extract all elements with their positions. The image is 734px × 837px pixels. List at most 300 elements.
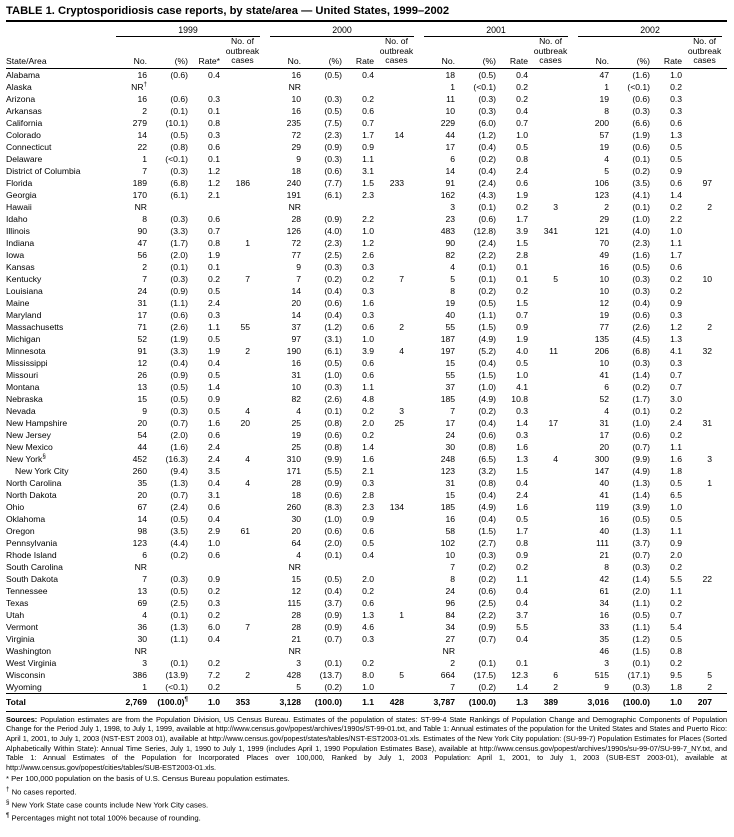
rate-cell: 0.3 xyxy=(670,105,683,116)
rate-cell: 0.2 xyxy=(516,81,529,92)
rate-cell: 6.5 xyxy=(670,489,683,500)
outbreak-cases-cell xyxy=(220,333,265,345)
no-cell: 16 xyxy=(599,513,610,524)
outbreak-cases-cell: 341 xyxy=(543,225,559,236)
rate-cell: 0.2 xyxy=(670,81,683,92)
rate-cell: 1.7 xyxy=(516,213,529,224)
year-label: 2001 xyxy=(424,25,568,37)
outbreak-cases-cell: 1 xyxy=(399,609,405,620)
rate-cell: 12.3 xyxy=(511,669,529,680)
outbreak-cases-cell xyxy=(220,633,265,645)
no-cell: 235 xyxy=(286,117,302,128)
pct-cell: (1.4) xyxy=(632,369,651,380)
outbreak-cases-cell xyxy=(528,525,573,537)
outbreak-cases-cell xyxy=(528,165,573,177)
state-cell: West Virginia xyxy=(6,657,57,668)
outbreak-cases-cell xyxy=(528,477,573,489)
table-row xyxy=(6,369,727,381)
pct-cell: (0.3) xyxy=(324,381,343,392)
no-cell: 30 xyxy=(291,513,302,524)
table-row xyxy=(6,465,727,477)
outbreak-cases-cell xyxy=(528,369,573,381)
outbreak-cases-cell xyxy=(528,129,573,141)
pct-cell: (0.3) xyxy=(478,105,497,116)
rate-cell xyxy=(188,561,220,573)
pct-cell: (100.0) xyxy=(455,693,496,711)
outbreak-cases-cell: 25 xyxy=(394,417,405,428)
rate-cell: 0.6 xyxy=(208,501,220,512)
outbreak-cases-cell xyxy=(374,549,419,561)
outbreak-cases-cell xyxy=(682,105,727,117)
pct-cell: (0.1) xyxy=(324,405,343,416)
col-header-outbreak-cases: No. of outbreak cases xyxy=(374,37,419,68)
no-cell: 19 xyxy=(599,141,610,152)
no-cell: 52 xyxy=(599,393,610,404)
rate-cell: 1.3 xyxy=(516,453,529,464)
outbreak-cases-cell xyxy=(220,465,265,477)
pct-cell: (0.9) xyxy=(324,141,343,152)
outbreak-cases-cell xyxy=(528,621,573,633)
table-row xyxy=(6,153,727,165)
outbreak-cases-cell xyxy=(374,465,419,477)
rate-cell: 0.4 xyxy=(208,513,220,524)
no-cell: NR xyxy=(134,201,147,212)
pct-cell: (0.1) xyxy=(324,657,343,668)
rate-cell: 0.3 xyxy=(670,93,683,104)
state-cell: Pennsylvania xyxy=(6,537,58,548)
rate-cell: 2.6 xyxy=(362,249,375,260)
state-cell: Indiana xyxy=(6,237,35,248)
col-header-outbreak-cases: No. of outbreak cases xyxy=(528,37,573,68)
no-cell: 17 xyxy=(599,429,610,440)
pct-cell: (0.7) xyxy=(632,441,651,452)
rate-cell: 1.4 xyxy=(208,381,220,392)
no-cell: 7 xyxy=(450,561,456,572)
outbreak-cases-cell xyxy=(374,333,419,345)
no-cell: 14 xyxy=(137,129,147,140)
pct-cell: (1.5) xyxy=(478,525,497,536)
pct-cell: (2.0) xyxy=(324,537,343,548)
no-cell: 197 xyxy=(440,345,456,356)
no-cell: NR xyxy=(288,201,302,212)
rate-cell: 1.2 xyxy=(670,321,683,332)
table-row xyxy=(6,645,727,657)
outbreak-cases-cell xyxy=(682,369,727,381)
table-header xyxy=(6,22,727,68)
outbreak-cases-cell xyxy=(220,381,265,393)
rate-cell: 0.3 xyxy=(208,597,220,608)
rate-cell xyxy=(496,645,528,657)
no-cell: 8 xyxy=(450,573,456,584)
outbreak-cases-cell xyxy=(220,645,265,657)
no-cell: 30 xyxy=(445,441,456,452)
rate-cell: 0.5 xyxy=(208,285,220,296)
col-header-no: No. xyxy=(573,37,609,68)
pct-cell: (1.9) xyxy=(170,333,188,344)
outbreak-cases-cell xyxy=(682,621,727,633)
pct-cell: (0.7) xyxy=(632,549,651,560)
rate-cell: 2.0 xyxy=(670,549,683,560)
rate-cell: 0.2 xyxy=(670,561,683,572)
col-header-rate: Rate xyxy=(342,37,374,68)
no-cell: 310 xyxy=(286,453,302,464)
table-row xyxy=(6,549,727,561)
outbreak-cases-cell xyxy=(374,429,419,441)
no-cell: 16 xyxy=(137,93,147,104)
rate-cell: 1.0 xyxy=(670,501,683,512)
pct-cell: (3.5) xyxy=(632,177,651,188)
no-cell: 162 xyxy=(440,189,456,200)
pct-cell: (0.3) xyxy=(632,561,651,572)
no-cell: 10 xyxy=(599,357,610,368)
pct-cell: (3.3) xyxy=(170,225,188,236)
rate-cell: 0.5 xyxy=(516,357,529,368)
col-header-rate: Rate xyxy=(650,37,682,68)
pct-cell: (2.7) xyxy=(478,537,497,548)
state-cell: Colorado xyxy=(6,129,41,140)
pct-cell: (0.4) xyxy=(478,141,497,152)
pct-cell: (0.3) xyxy=(170,573,188,584)
outbreak-cases-cell xyxy=(528,645,573,657)
pct-cell: (0.1) xyxy=(632,153,651,164)
rate-cell: 0.5 xyxy=(670,153,683,164)
outbreak-cases-cell xyxy=(220,309,265,321)
sources-text: Population estimates are from the Population Division, US Census Bureau. Estimates of the population of states: ST-99-4 State Rankings of Population Change and Demographic Components of Population Change for the Period July 1, 1998, to July 1, 1999, available at http://www.census.gov/popest/archives/1990s/ST-99-01.txt, and Table 1: Annual estimates of the population for the United States and States and Puerto Rico: April 1, 2001, to July 1, 2003 (NST-EST 2003 01), available at http://www.census.gov/popest/states/tables/NST-EST2003-01.xls. Estimates of the New York City population: (SU-99-7) Population Estimates for Places (Sorted Alphabetically Within State): Annual Time Series, July 1, 1990 to July 1, 1999 (includes April 1, 1990 Population Estimates Base), available at http://www.census.gov/popest/archives/1990s/su-99-07/SU-99-7_NY.txt, and Table 1: Annual Estimates of the Population for Incorporated Places over 100,000, Ranked by July 1, 2003 Population: April 1, 2001, to July 1, 2003 (SUB-EST 2003-01), available at http://www.census.gov/popest/cities/tables/SUB-EST2003-01.xls. xyxy=(6,714,727,772)
table-row xyxy=(6,357,727,369)
outbreak-cases-cell: 2 xyxy=(245,669,251,680)
rate-cell: 0.2 xyxy=(670,285,683,296)
outbreak-cases-cell xyxy=(682,153,727,165)
no-cell: 4 xyxy=(142,609,147,620)
outbreak-cases-cell xyxy=(220,105,265,117)
pct-cell: (0.5) xyxy=(632,513,651,524)
outbreak-cases-cell xyxy=(528,93,573,105)
pct-cell: (0.9) xyxy=(170,285,188,296)
footnote xyxy=(6,798,727,811)
rate-cell: 1.1 xyxy=(516,573,529,584)
no-cell: 12 xyxy=(599,297,610,308)
no-cell: 25 xyxy=(291,417,302,428)
outbreak-cases-cell xyxy=(682,237,727,249)
outbreak-cases-cell xyxy=(220,537,265,549)
state-cell: Iowa xyxy=(6,249,25,260)
outbreak-cases-cell xyxy=(528,657,573,669)
outbreak-cases-cell: 17 xyxy=(548,417,559,428)
no-cell: 29 xyxy=(599,213,610,224)
table-row xyxy=(6,225,727,237)
state-cell: Idaho xyxy=(6,213,28,224)
pct-cell: (4.4) xyxy=(170,537,188,548)
state-cell: Wisconsin xyxy=(6,669,46,680)
outbreak-cases-cell: 2 xyxy=(707,321,713,332)
state-cell: Texas xyxy=(6,597,29,608)
no-cell: NR xyxy=(288,645,302,656)
state-cell: California xyxy=(6,117,43,128)
rate-cell: 1.1 xyxy=(670,441,683,452)
rate-cell: 1.1 xyxy=(670,585,683,596)
no-cell: 8 xyxy=(450,285,456,296)
pct-cell: (0.9) xyxy=(324,477,343,488)
no-cell: 3 xyxy=(450,201,456,212)
pct-cell xyxy=(147,81,188,93)
rate-cell xyxy=(342,201,374,213)
outbreak-cases-cell xyxy=(220,297,265,309)
state-cell: Rhode Island xyxy=(6,549,57,560)
no-cell: 7 xyxy=(142,273,147,284)
rate-cell: 0.4 xyxy=(516,597,529,608)
pct-cell: (0.3) xyxy=(324,261,343,272)
outbreak-cases-cell xyxy=(220,357,265,369)
no-cell: 7 xyxy=(142,573,147,584)
no-cell: 106 xyxy=(594,177,610,188)
no-cell: 58 xyxy=(445,525,456,536)
rate-cell: 2.0 xyxy=(362,417,375,428)
rate-cell xyxy=(342,561,374,573)
pct-cell: (17.5) xyxy=(473,669,497,680)
outbreak-cases-cell: 5 xyxy=(399,669,405,680)
no-cell: 28 xyxy=(291,621,302,632)
rate-cell: 0.9 xyxy=(516,321,529,332)
state-cell: Minnesota xyxy=(6,345,46,356)
table-row xyxy=(6,297,727,309)
pct-cell: (0.1) xyxy=(170,105,188,116)
pct-cell: (6.0) xyxy=(478,117,497,128)
rate-cell: 1.5 xyxy=(362,177,375,188)
pct-cell: (0.6) xyxy=(478,213,497,224)
table-title: TABLE 1. Cryptosporidiosis case reports, by state/area — United States, 1999–2002 xyxy=(6,5,727,22)
sources-label: Sources: xyxy=(6,714,38,724)
outbreak-cases-cell xyxy=(682,645,727,657)
outbreak-cases-cell xyxy=(374,453,419,465)
table-row xyxy=(6,585,727,597)
rate-cell: 1.4 xyxy=(516,681,529,692)
table-row xyxy=(6,405,727,417)
sources-note xyxy=(6,715,727,773)
outbreak-cases-cell xyxy=(528,393,573,405)
pct-cell: (0.5) xyxy=(324,357,343,368)
state-cell: South Dakota xyxy=(6,573,59,584)
no-cell: 27 xyxy=(445,633,456,644)
pct-cell: (9.4) xyxy=(170,465,188,476)
rate-cell: 0.9 xyxy=(670,537,683,548)
pct-cell: (0.4) xyxy=(478,357,497,368)
pct-cell: (1.6) xyxy=(170,441,188,452)
outbreak-cases-cell xyxy=(528,513,573,525)
rate-cell: 1.3 xyxy=(496,693,528,711)
no-cell: 3 xyxy=(296,657,302,668)
rate-cell: 0.1 xyxy=(208,153,220,164)
pct-cell: (<0.1) xyxy=(165,681,188,692)
no-cell: 41 xyxy=(599,369,610,380)
rate-cell: 0.6 xyxy=(670,117,683,128)
outbreak-cases-cell xyxy=(528,333,573,345)
outbreak-cases-cell xyxy=(220,285,265,297)
pct-cell: (12.8) xyxy=(473,225,497,236)
outbreak-cases-cell xyxy=(528,153,573,165)
pct-cell: (0.1) xyxy=(170,657,188,668)
outbreak-cases-cell xyxy=(220,225,265,237)
no-cell: 17 xyxy=(445,141,456,152)
rate-cell: 5.5 xyxy=(670,573,683,584)
no-cell: NR† xyxy=(131,81,147,92)
pct-cell: (1.9) xyxy=(632,129,651,140)
state-cell: Nevada xyxy=(6,405,36,416)
pct-cell: (100.0) xyxy=(609,693,650,711)
no-cell: 24 xyxy=(445,585,456,596)
outbreak-cases-cell xyxy=(220,165,265,177)
table-row xyxy=(6,381,727,393)
outbreak-cases-cell xyxy=(682,657,727,669)
rate-cell: 0.6 xyxy=(362,525,375,536)
rate-cell: 0.8 xyxy=(670,645,683,656)
rate-cell: 1.2 xyxy=(208,165,220,176)
pct-cell: (0.6) xyxy=(324,429,343,440)
outbreak-cases-cell xyxy=(682,549,727,561)
no-cell: 2 xyxy=(142,261,147,272)
state-cell: Michigan xyxy=(6,333,41,344)
pct-cell: (3.9) xyxy=(632,501,651,512)
table-row xyxy=(6,165,727,177)
pct-cell: (0.3) xyxy=(632,273,651,284)
rate-cell: 4.1 xyxy=(516,381,529,392)
year-label: 2000 xyxy=(270,25,414,37)
rate-cell: 1.0 xyxy=(516,129,529,140)
no-cell: 1 xyxy=(142,153,147,164)
pct-cell: (3.7) xyxy=(324,597,343,608)
outbreak-cases-cell xyxy=(682,405,727,417)
no-cell: 5 xyxy=(296,681,302,692)
rate-cell: 0.2 xyxy=(362,429,375,440)
no-cell: 428 xyxy=(286,669,302,680)
pct-cell: (1.0) xyxy=(324,513,343,524)
rate-cell: 0.2 xyxy=(516,201,529,212)
outbreak-cases-cell xyxy=(528,549,573,561)
no-cell: 30 xyxy=(137,633,147,644)
outbreak-cases-cell: 22 xyxy=(702,573,713,584)
no-cell: 46 xyxy=(599,645,610,656)
pct-cell: (1.0) xyxy=(324,369,343,380)
no-cell: 64 xyxy=(291,537,302,548)
table-row xyxy=(6,393,727,405)
no-cell: 123 xyxy=(440,465,456,476)
pct-cell: (0.6) xyxy=(632,429,651,440)
state-cell: North Carolina xyxy=(6,477,62,488)
no-cell: 483 xyxy=(440,225,456,236)
pct-cell: (0.7) xyxy=(170,417,188,428)
outbreak-cases-cell xyxy=(682,597,727,609)
pct-cell: (1.2) xyxy=(478,129,497,140)
rate-cell: 2.4 xyxy=(516,489,529,500)
no-cell: 31 xyxy=(137,297,147,308)
no-cell: 77 xyxy=(599,321,610,332)
outbreak-cases-cell: 5 xyxy=(707,669,713,680)
footnote-text: New York State case counts include New York City cases. xyxy=(11,800,209,810)
outbreak-cases-cell: 7 xyxy=(245,621,251,632)
outbreak-cases-cell xyxy=(374,633,419,645)
no-cell: NR xyxy=(442,645,456,656)
state-cell: North Dakota xyxy=(6,489,57,500)
table-row xyxy=(6,537,727,549)
pct-cell: (1.4) xyxy=(632,489,651,500)
state-cell: District of Columbia xyxy=(6,165,81,176)
rate-cell: 0.9 xyxy=(670,165,683,176)
pct-cell: (0.1) xyxy=(478,273,497,284)
no-cell: 20 xyxy=(291,525,302,536)
footnote xyxy=(6,811,727,824)
col-header-pct: (%) xyxy=(455,37,496,68)
no-cell: 16 xyxy=(291,357,302,368)
no-cell: 111 xyxy=(595,537,610,548)
no-cell: 21 xyxy=(599,549,610,560)
no-cell: 3 xyxy=(142,657,147,668)
no-cell: 34 xyxy=(445,621,456,632)
no-cell: 97 xyxy=(291,333,302,344)
rate-cell: 0.7 xyxy=(670,369,683,380)
outbreak-cases-cell: 20 xyxy=(240,417,251,428)
year-header xyxy=(573,22,727,37)
rate-cell: 3.9 xyxy=(516,225,529,236)
outbreak-cases-cell xyxy=(528,465,573,477)
rate-cell: 5.5 xyxy=(516,621,529,632)
outbreak-cases-cell xyxy=(220,249,265,261)
outbreak-cases-cell xyxy=(682,333,727,345)
pct-cell: (2.0) xyxy=(170,249,188,260)
rate-cell: 2.4 xyxy=(670,417,683,428)
rate-cell: 0.6 xyxy=(208,213,220,224)
outbreak-cases-cell xyxy=(528,237,573,249)
rate-cell: 0.4 xyxy=(516,633,529,644)
pct-cell: (2.6) xyxy=(324,393,343,404)
outbreak-cases-cell xyxy=(374,189,419,201)
col-header-outbreak-cases: No. of outbreak cases xyxy=(220,37,265,68)
rate-cell: 0.9 xyxy=(362,141,375,152)
table-row xyxy=(6,429,727,441)
rate-cell: 0.7 xyxy=(362,117,375,128)
pct-cell: (0.3) xyxy=(478,93,497,104)
no-cell: 23 xyxy=(445,213,456,224)
state-cell: Ohio xyxy=(6,501,25,512)
pct-cell: (0.5) xyxy=(324,105,343,116)
col-header-no: No. xyxy=(111,37,147,68)
no-cell: 190 xyxy=(286,345,302,356)
pct-cell: (0.3) xyxy=(632,285,651,296)
no-cell: 515 xyxy=(594,669,610,680)
pct-cell: (6.6) xyxy=(632,117,651,128)
outbreak-cases-cell: 1 xyxy=(707,477,713,488)
rate-cell: 2.4 xyxy=(516,165,529,176)
rate-cell: 0.3 xyxy=(208,309,220,320)
pct-cell: (8.3) xyxy=(324,501,343,512)
table-row xyxy=(6,417,727,429)
rate-cell: 0.5 xyxy=(208,405,220,416)
table-row xyxy=(6,141,727,153)
rate-cell: 0.9 xyxy=(670,297,683,308)
rate-cell: 0.8 xyxy=(208,237,220,248)
rate-cell: 0.6 xyxy=(208,141,220,152)
no-cell: 42 xyxy=(599,573,610,584)
pct-cell: (2.2) xyxy=(478,609,497,620)
rate-cell: 1.6 xyxy=(670,453,683,464)
state-cell: South Carolina xyxy=(6,561,63,572)
outbreak-cases-cell xyxy=(220,68,265,81)
outbreak-cases-cell: 4 xyxy=(553,453,559,464)
no-cell: 96 xyxy=(445,597,456,608)
no-cell: 8 xyxy=(604,105,610,116)
outbreak-cases-cell xyxy=(374,201,419,213)
pct-cell: (<0.1) xyxy=(473,81,497,92)
pct-cell: (1.1) xyxy=(632,621,651,632)
outbreak-cases-cell xyxy=(220,573,265,585)
